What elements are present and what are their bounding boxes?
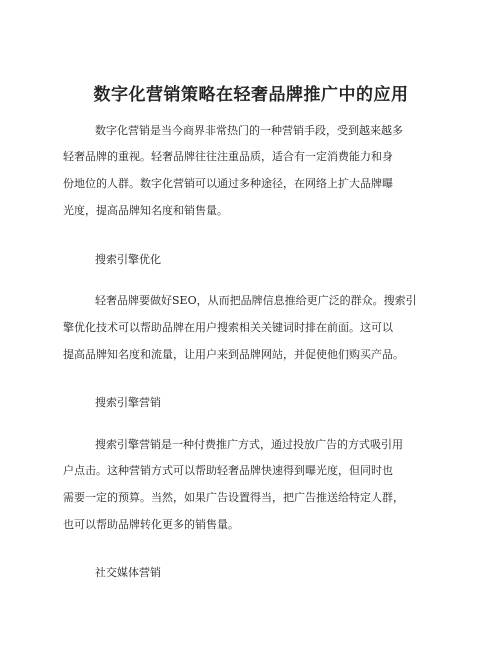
document-title: 数字化营销策略在轻奢品牌推广中的应用	[93, 85, 409, 105]
section-heading: 社交媒体营销	[95, 566, 161, 579]
paragraph-line: 搜索引擎营销是一种付费推广方式，通过投放广告的方式吸引用	[95, 438, 403, 451]
paragraph-line: 份地位的人群。数字化营销可以通过多种途径，在网络上扩大品牌曝	[63, 177, 393, 190]
paragraph-line: 提高品牌知名度和流量，让用户来到品牌网站，并促使他们购买产品。	[63, 348, 404, 361]
section-heading: 搜索引擎营销	[95, 396, 161, 409]
paragraph-line: 轻奢品牌的重视。轻奢品牌往往注重品质，适合有一定消费能力和身	[63, 150, 393, 163]
paragraph-line: 光度，提高品牌知名度和销售量。	[63, 204, 228, 217]
paragraph-line: 需要一定的预算。当然，如果广告设置得当，把广告推送给特定人群，	[63, 491, 404, 504]
paragraph-line: 擎优化技术可以帮助品牌在用户搜索相关关键词时排在前面。这可以	[63, 321, 393, 334]
paragraph-line: 数字化营销是当今商界非常热门的一种营销手段，受到越来越多	[95, 124, 403, 137]
paragraph-line: 轻奢品牌要做好SEO，从而把品牌信息推给更广泛的群众。搜索引	[95, 294, 417, 307]
paragraph-line: 也可以帮助品牌转化更多的销售量。	[63, 518, 239, 531]
section-heading: 搜索引擎优化	[95, 253, 161, 266]
paragraph-line: 户点击。这种营销方式可以帮助轻奢品牌快速得到曝光度，但同时也	[63, 464, 393, 477]
